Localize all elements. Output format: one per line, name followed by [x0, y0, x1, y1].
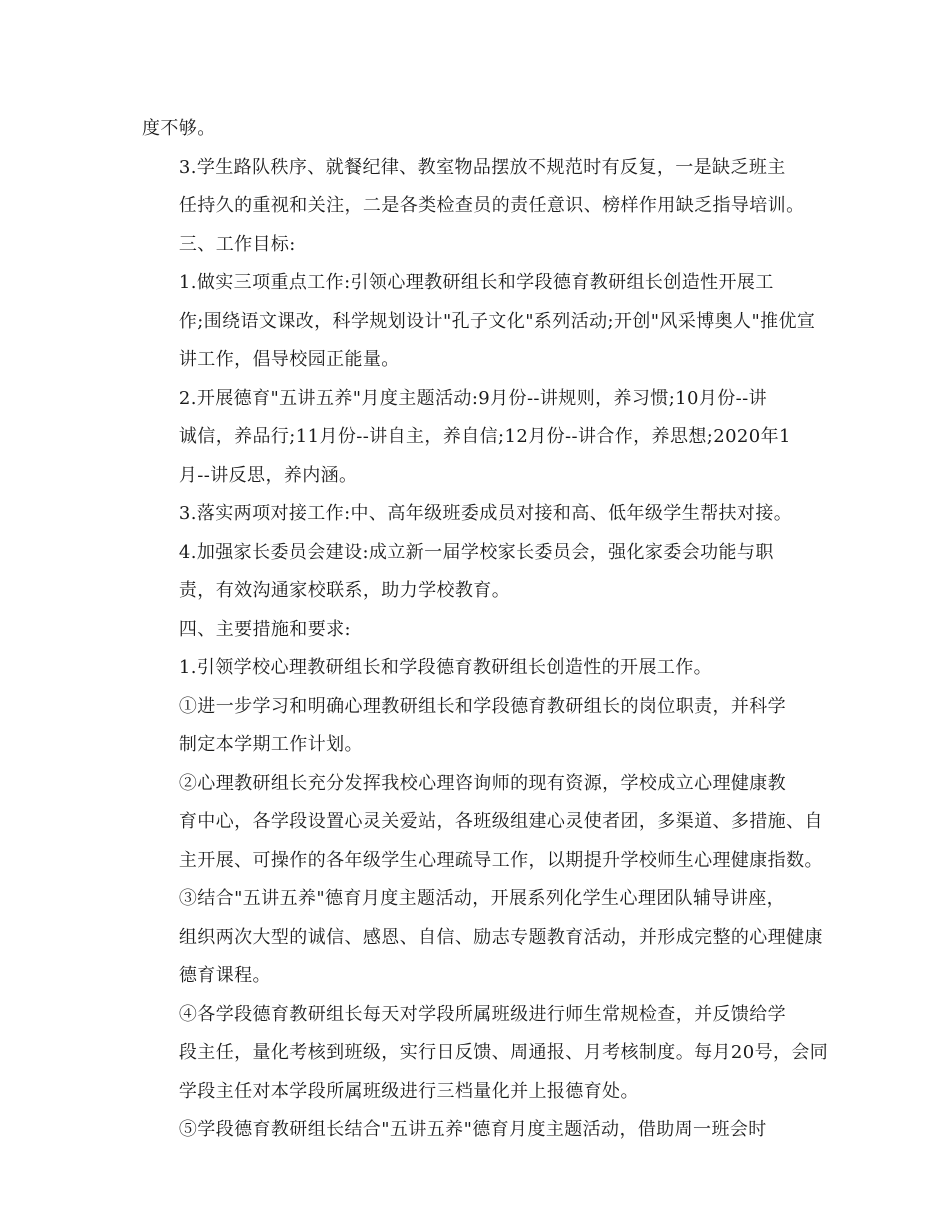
text-line: 度不够。 — [142, 118, 216, 139]
text-line: 段主任，量化考核到班级，实行日反馈、周通报、月考核制度。每月20号，会同 — [178, 1042, 829, 1063]
text-line: 三、工作目标: — [178, 233, 296, 255]
paragraph — [142, 149, 808, 226]
text-line: 3.学生路队秩序、就餐纪律、教室物品摆放不规范时有反复，一是缺乏班主 — [178, 156, 786, 178]
paragraph — [142, 264, 816, 380]
text-line: ②心理教研组长充分发挥我校心理咨询师的现有资源，学校成立心理健康教 — [178, 772, 787, 794]
text-line: 育中心，各学段设置心灵关爱站，各班级组建心灵使者团，多渠道、多措施、自 — [178, 811, 823, 832]
paragraph — [142, 380, 808, 496]
text-line: ④各学段德育教研组长每天对学段所属班级进行师生常规检查，并反馈给学 — [178, 1003, 787, 1025]
text-line: 主开展、可操作的各年级学生心理疏导工作，以期提升学校师生心理健康指数。 — [178, 849, 823, 871]
paragraph — [142, 765, 823, 881]
text-line: 任持久的重视和关注，二是各类检查员的责任意识、榜样作用缺乏指导培训。 — [178, 195, 805, 216]
text-line: 3.落实两项对接工作:中、高年级班委成员对接和高、低年级学生帮扶对接。 — [178, 503, 793, 524]
paragraph — [142, 1111, 808, 1150]
text-line: 四、主要措施和要求: — [178, 618, 351, 640]
document-body — [142, 110, 829, 1150]
paragraph — [142, 649, 808, 688]
paragraph — [142, 996, 829, 1112]
text-line: 制定本学期工作计划。 — [178, 734, 363, 755]
paragraph — [142, 226, 808, 265]
text-line: 讲工作，倡导校园正能量。 — [178, 349, 400, 370]
text-line: 1.做实三项重点工作:引领心理教研组长和学段德育教研组长创造性开展工 — [178, 272, 774, 293]
text-line: 作;围绕语文课改，科学规划设计"孔子文化"系列活动;开创"风采博奥人"推优宣 — [178, 310, 816, 332]
paragraph — [142, 495, 808, 534]
paragraph — [142, 611, 808, 650]
text-line: ⑤学段德育教研组长结合"五讲五养"德育月度主题活动，借助周一班会时 — [178, 1119, 767, 1140]
text-line: 学段主任对本学段所属班级进行三档量化并上报德育处。 — [178, 1080, 639, 1102]
paragraph — [142, 688, 808, 765]
paragraph — [142, 880, 823, 996]
text-line: 4.加强家长委员会建设:成立新一届学校家长委员会，强化家委会功能与职 — [178, 541, 774, 563]
paragraph — [142, 534, 808, 611]
text-line: 2.开展德育"五讲五养"月度主题活动:9月份--讲规则，养习惯;10月份--讲 — [178, 387, 768, 409]
text-line: 组织两次大型的诚信、感恩、自信、励志专题教育活动，并形成完整的心理健康 — [178, 926, 823, 948]
text-line: ①进一步学习和明确心理教研组长和学段德育教研组长的岗位职责，并科学 — [178, 695, 787, 717]
text-line: 诚信，养品行;11月份--讲自主，养自信;12月份--讲合作，养思想;2020年1 — [178, 426, 791, 447]
text-line: 责，有效沟通家校联系，助力学校教育。 — [178, 580, 511, 601]
text-line: ③结合"五讲五养"德育月度主题活动，开展系列化学生心理团队辅导讲座， — [178, 888, 786, 909]
text-line: 1.引领学校心理教研组长和学段德育教研组长创造性的开展工作。 — [178, 657, 713, 678]
text-line: 德育课程。 — [178, 965, 271, 986]
paragraph — [142, 110, 808, 149]
text-line: 月--讲反思，养内涵。 — [178, 464, 358, 486]
